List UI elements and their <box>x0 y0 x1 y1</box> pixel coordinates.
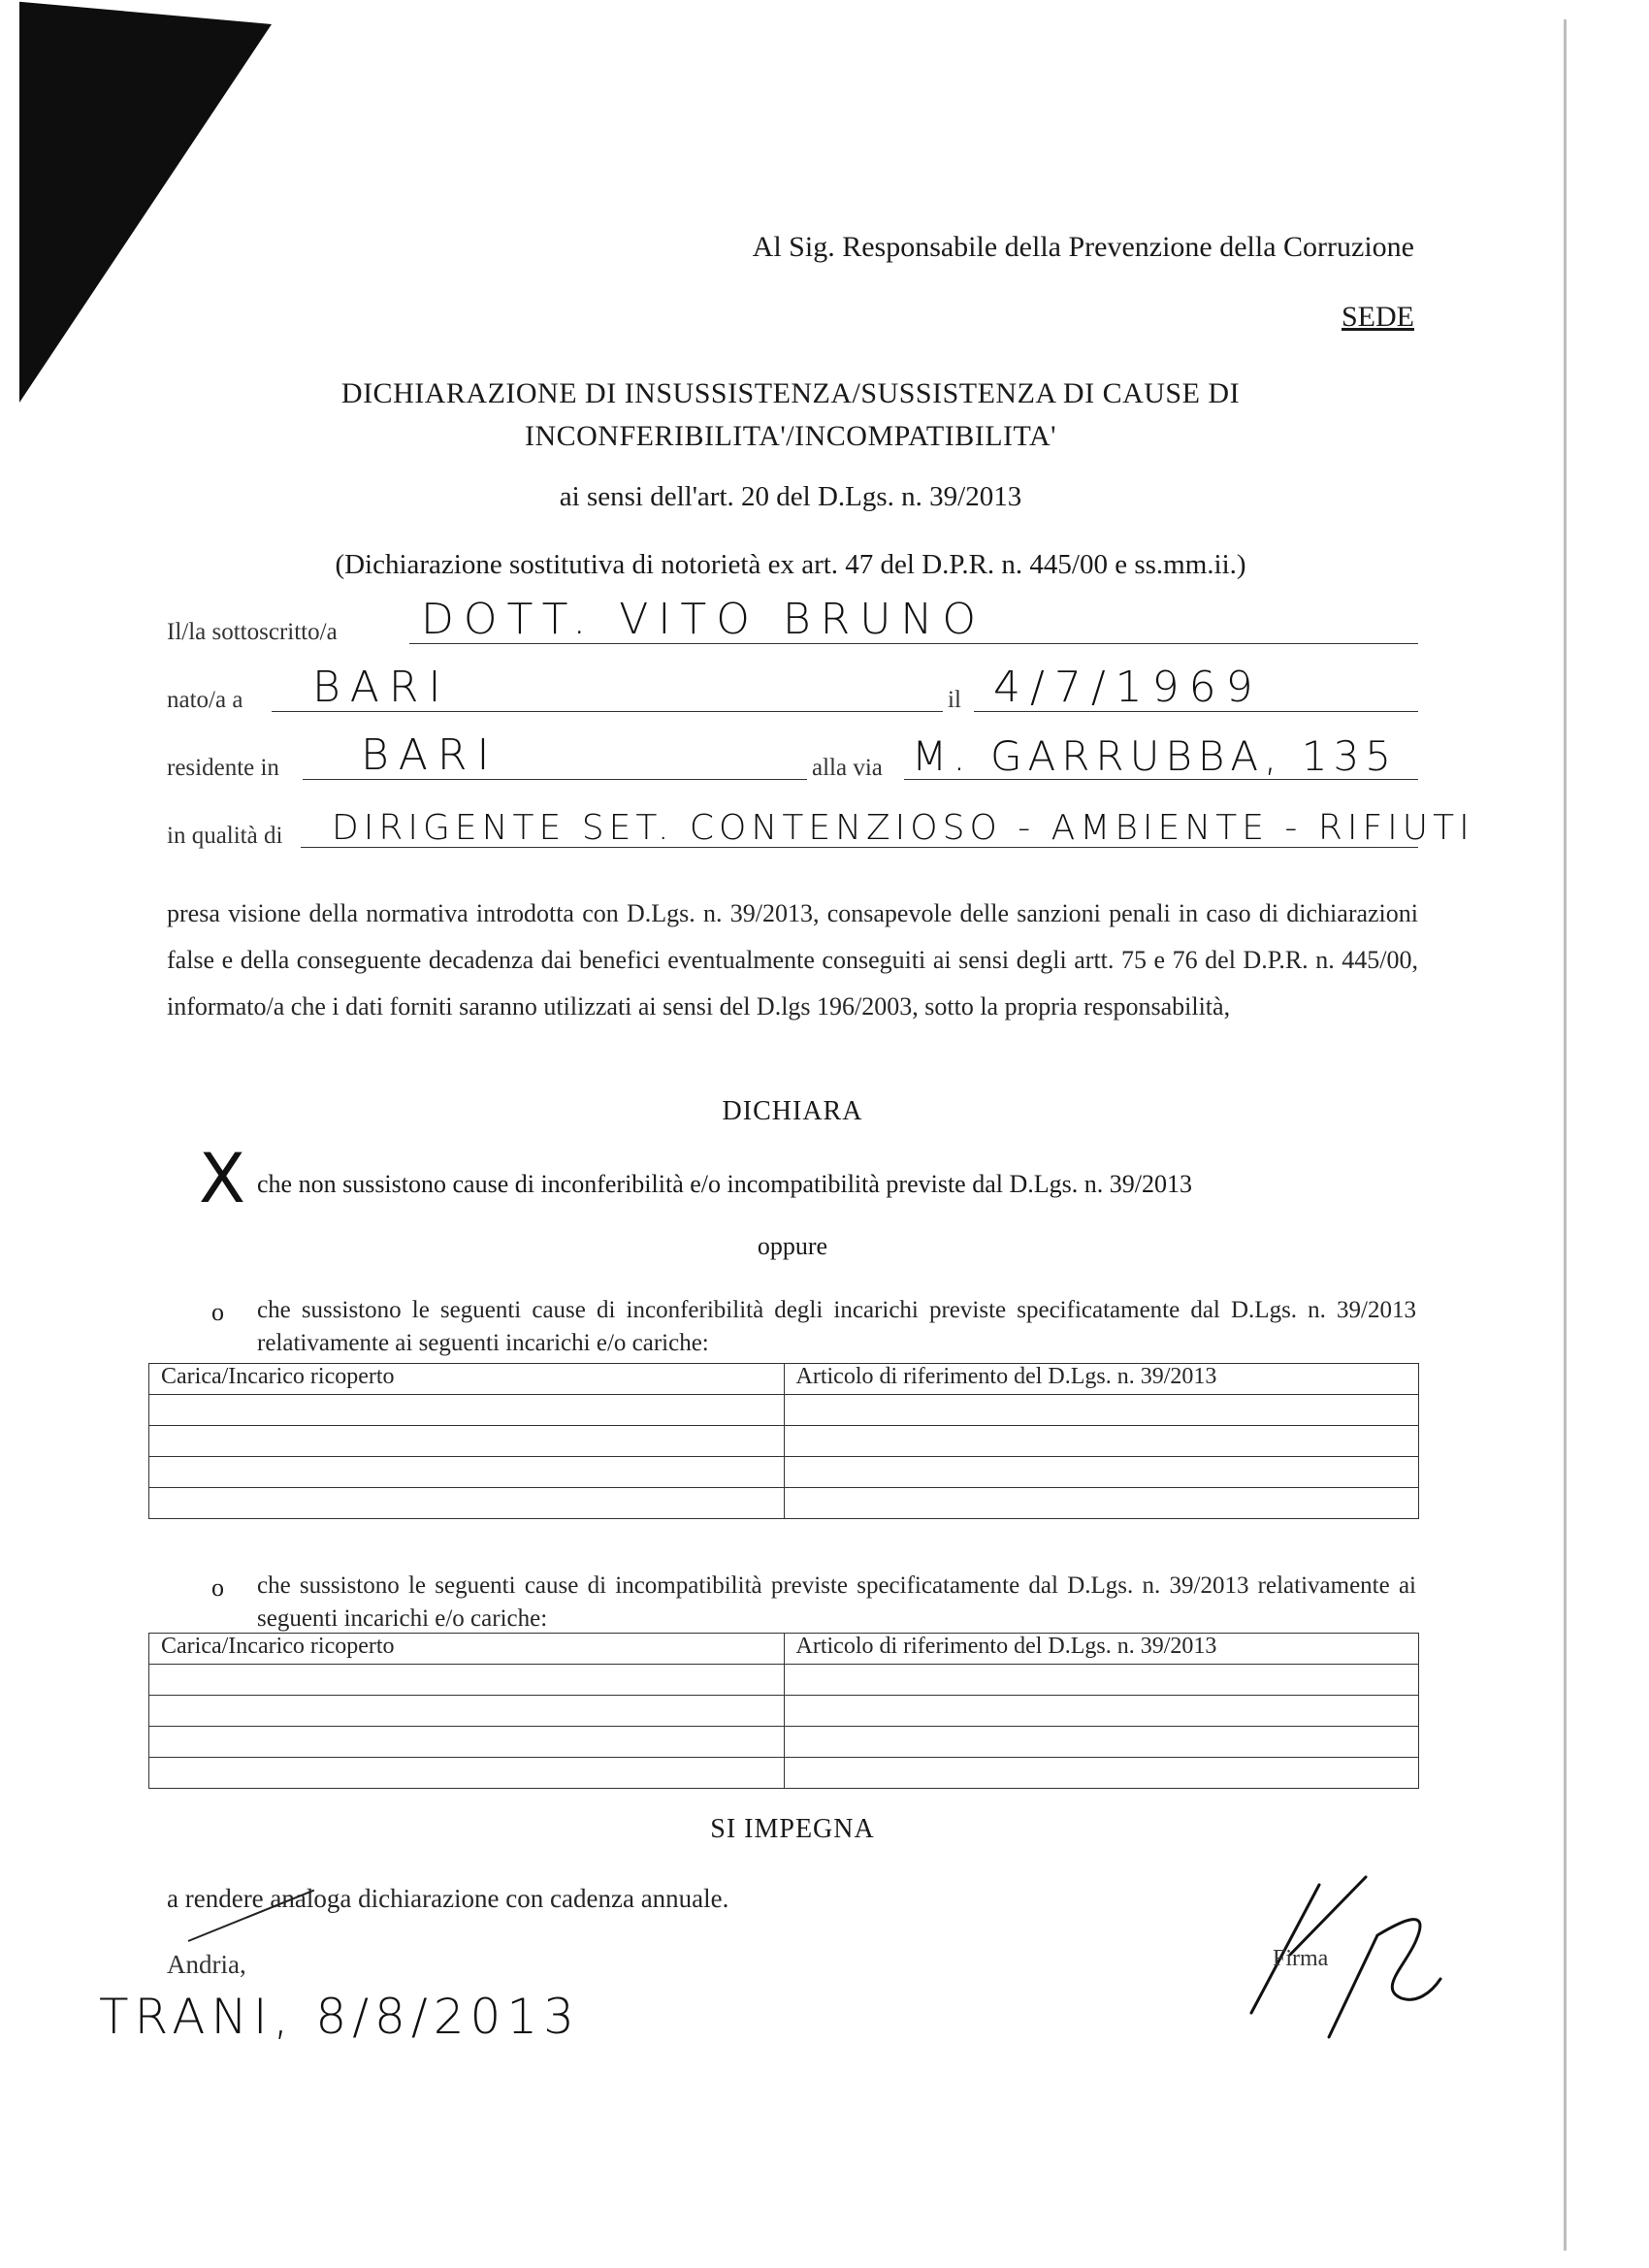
table-cell[interactable] <box>149 1395 785 1426</box>
handwritten-signature <box>1232 1867 1465 2052</box>
declares-heading: DICHIARA <box>722 1096 863 1126</box>
role-label: in qualità di <box>167 823 283 849</box>
table-cell[interactable] <box>149 1696 785 1727</box>
checkbox-selected-mark[interactable]: X <box>199 1139 245 1218</box>
birth-field-row <box>167 663 1418 718</box>
legal-basis: ai sensi dell'art. 20 del D.Lgs. n. 39/2013 <box>559 481 1022 512</box>
table-cell[interactable] <box>149 1727 785 1758</box>
table-cell[interactable] <box>149 1457 785 1488</box>
inconferibility-table <box>148 1363 1419 1519</box>
table-cell[interactable] <box>149 1758 785 1789</box>
birthplace-value[interactable]: BARI <box>312 663 451 712</box>
table-cell[interactable] <box>784 1457 1419 1488</box>
name-value[interactable]: DOTT. VITO BRUNO <box>421 595 986 644</box>
table-cell[interactable] <box>784 1665 1419 1696</box>
table-cell[interactable] <box>149 1488 785 1519</box>
birthdate-label: il <box>948 687 961 713</box>
table-row <box>149 1488 1419 1519</box>
name-label: Il/la sottoscritto/a <box>167 619 338 645</box>
document-title <box>242 373 1339 458</box>
table-row <box>149 1727 1419 1758</box>
option-no-causes: che non sussistono cause di inconferibilità e/o incompatibilità previste dal D.Lgs. n. 39/2013 <box>257 1170 1192 1198</box>
table-row <box>149 1758 1419 1789</box>
role-field-row <box>167 805 1474 854</box>
declaration-paragraph: presa visione della normativa introdotta con D.Lgs. n. 39/2013, consapevole delle sanzioni penali in caso di dichiarazioni false e della conseguente decadenza dai benefici eventualmente conseguiti ai sensi degli artt. 75 e 76 del D.P.R. n. 445/00, informato/a che i dati forniti saranno utilizzati ai sensi del D.lgs 196/2003, sotto la propria responsabilità, <box>167 899 1418 1021</box>
handwritten-place-date[interactable]: TRANI, 8/8/2013 <box>99 1989 580 2045</box>
addressee-line: Al Sig. Responsabile della Prevenzione della Corruzione <box>752 231 1414 263</box>
scan-edge-line <box>1564 19 1567 2251</box>
role-value[interactable]: DIRIGENTE SET. CONTENZIOSO - AMBIENTE - RIFIUTI <box>332 808 1474 848</box>
commitment-text: a rendere analoga dichiarazione con cadenza annuale. <box>167 1884 729 1913</box>
table-header-cell: Articolo di riferimento del D.Lgs. n. 39/2013 <box>784 1364 1419 1395</box>
table-cell[interactable] <box>149 1665 785 1696</box>
option-inconferibility: che sussistono le seguenti cause di inconferibilità degli incarichi previste specificatamente dal D.Lgs. n. 39/2013 relativamente ai seguenti incarichi e/o cariche: <box>257 1297 1416 1356</box>
signature-label: Firma <box>1273 1946 1329 1971</box>
table-cell[interactable] <box>784 1727 1419 1758</box>
table-cell[interactable] <box>784 1488 1419 1519</box>
table-cell[interactable] <box>784 1758 1419 1789</box>
table-row <box>149 1426 1419 1457</box>
commitment-heading: SI IMPEGNA <box>710 1814 875 1844</box>
birthplace-label: nato/a a <box>167 687 243 713</box>
table-header-row <box>149 1364 1419 1395</box>
residence-field-row <box>167 730 1418 786</box>
birthdate-value[interactable]: 4/7/1969 <box>993 663 1263 712</box>
table-cell[interactable] <box>784 1696 1419 1727</box>
table-cell[interactable] <box>784 1395 1419 1426</box>
table-cell[interactable] <box>149 1426 785 1457</box>
option-bullet-incompatibility[interactable]: o <box>211 1573 224 1602</box>
residence-label: residente in <box>167 755 279 781</box>
document-subtitle: (Dichiarazione sostitutiva di notorietà ex art. 47 del D.P.R. n. 445/00 e ss.mm.ii.) <box>335 549 1246 580</box>
table-row <box>149 1395 1419 1426</box>
scan-shadow-corner <box>0 0 291 407</box>
name-field-row <box>167 595 1418 650</box>
office-label: SEDE <box>1342 301 1414 333</box>
printed-place: Andria, <box>167 1950 246 1979</box>
table-header-row <box>149 1634 1419 1665</box>
table-header-cell: Carica/Incarico ricoperto <box>149 1634 785 1665</box>
table-row <box>149 1665 1419 1696</box>
table-cell[interactable] <box>784 1426 1419 1457</box>
option-bullet-inconferibility[interactable]: o <box>211 1298 224 1326</box>
street-label: alla via <box>812 755 883 781</box>
or-separator: oppure <box>757 1232 828 1260</box>
option-incompatibility: che sussistono le seguenti cause di incompatibilità previste specificatamente dal D.Lgs. n. 39/2013 relativamente ai seguenti incarichi e/o cariche: <box>257 1572 1416 1632</box>
title-line-2: INCONFERIBILITA'/INCOMPATIBILITA' <box>524 420 1057 452</box>
title-line-1: DICHIARAZIONE DI INSUSSISTENZA/SUSSISTENZA DI CAUSE DI <box>340 377 1241 409</box>
table-row <box>149 1457 1419 1488</box>
table-row <box>149 1696 1419 1727</box>
table-header-cell: Carica/Incarico ricoperto <box>149 1364 785 1395</box>
table-header-cell: Articolo di riferimento del D.Lgs. n. 39/2013 <box>784 1634 1419 1665</box>
residence-value[interactable]: BARI <box>361 730 500 780</box>
street-value[interactable]: M. GARRUBBA, 135 <box>912 732 1397 780</box>
incompatibility-table <box>148 1633 1419 1789</box>
